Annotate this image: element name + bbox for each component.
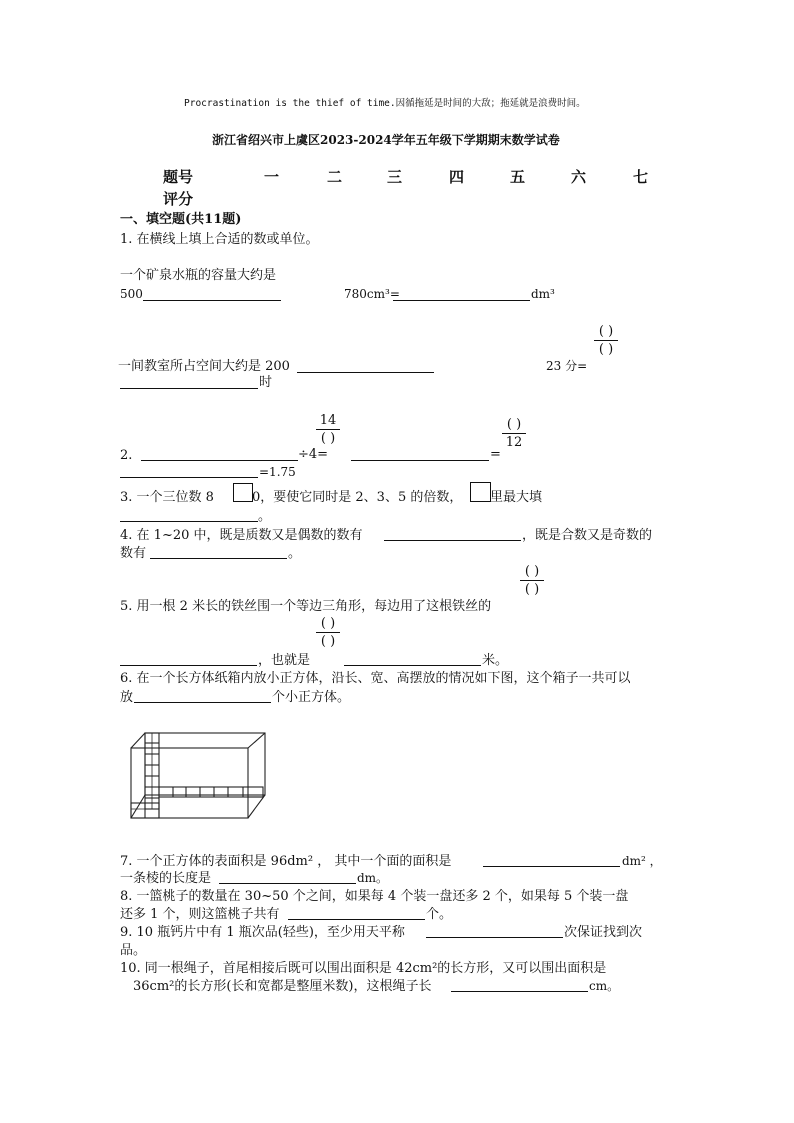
q8-text-b: 还多 1 个，则这篮桃子共有: [120, 907, 280, 922]
q2-fraction-1: [316, 414, 340, 445]
q3-text-a: 3. 一个三位数 8: [120, 490, 214, 505]
q2-fraction-2: [502, 418, 526, 449]
q1-c-blank[interactable]: [297, 372, 434, 373]
q4-blank-2[interactable]: [150, 558, 287, 559]
q1-a-blank[interactable]: [143, 300, 281, 301]
score-table-col-4: 四: [449, 168, 465, 186]
q1-a-text: 一个矿泉水瓶的容量大约是: [120, 268, 277, 283]
fraction-bar: [316, 429, 340, 430]
q1-fraction-numerator: ( ): [598, 324, 614, 339]
q2-fraction-2-denominator: 12: [505, 435, 523, 450]
q5-fraction-2: [316, 617, 340, 648]
q2-blank-3[interactable]: [120, 477, 258, 478]
section-heading: 一、填空题(共11题): [120, 212, 242, 227]
q6-text-b: 放: [120, 690, 134, 705]
page-title: 浙江省绍兴市上虞区2023-2024学年五年级下学期期末数学试卷: [212, 133, 560, 147]
q5-text-a: 5. 用一根 2 米长的铁丝围一个等边三角形，每边用了这根铁丝的: [120, 599, 492, 614]
q8-text-c: 个。: [426, 907, 453, 922]
q3-blank[interactable]: [120, 521, 258, 522]
q1-d-text: 23 分=: [546, 359, 588, 373]
q1-d-blank[interactable]: [120, 388, 258, 389]
q2-fraction-1-denominator: ( ): [320, 431, 336, 446]
q1-d-unit: 时: [259, 375, 273, 390]
q6-box-figure: [126, 725, 272, 821]
fraction-bar: [520, 580, 544, 581]
q3-text-b: 0，要使它同时是 2、3、5 的倍数，: [252, 490, 463, 505]
q8-text-a: 8. 一篮桃子的数量在 30~50 个之间，如果每 4 个装一盘还多 2 个，如果每 5 个装一盘: [120, 889, 629, 904]
score-table-col-5: 五: [510, 168, 526, 186]
q5-blank-2[interactable]: [344, 665, 481, 666]
q6-text-c: 个小正方体。: [272, 690, 351, 705]
q8-blank[interactable]: [288, 919, 425, 920]
score-table-col-3: 三: [387, 168, 403, 186]
q3-text-c: 里最大填: [490, 490, 543, 505]
q1-stem: 1. 在横线上填上合适的数或单位。: [120, 232, 319, 247]
q1-b-blank[interactable]: [393, 300, 530, 301]
q4-text-c: 数有: [120, 546, 147, 561]
q9-text-b: 次保证找到次: [564, 925, 643, 940]
q4-text-b: ，既是合数又是奇数的: [522, 528, 653, 543]
q1-fraction-denominator: ( ): [598, 342, 614, 357]
score-table-row1-label: 题号: [163, 168, 194, 186]
q1-b-unit: dm³: [531, 287, 555, 301]
q2-division: ÷4=: [298, 447, 329, 462]
q1-fraction: [594, 325, 618, 356]
q10-text-a: 10. 同一根绳子，首尾相接后既可以围出面积是 42cm²的长方形，又可以围出面积是: [120, 961, 607, 976]
score-table-col-1: 一: [264, 168, 280, 186]
fraction-bar: [316, 632, 340, 633]
score-table-row2-label: 评分: [163, 190, 194, 208]
q7-unit-a: dm² ，: [622, 854, 662, 868]
q5-fraction-1: [520, 565, 544, 596]
q1-a-value: 500: [120, 287, 143, 301]
q5-text-c: 米。: [482, 653, 509, 668]
q5-blank-1[interactable]: [120, 665, 257, 666]
q7-blank-2[interactable]: [219, 883, 356, 884]
q3-digit-box-ref: [470, 482, 491, 502]
q9-text-c: 品。: [120, 943, 147, 958]
q10-text-c: cm。: [589, 979, 620, 993]
q4-text-a: 4. 在 1~20 中，既是质数又是偶数的数有: [120, 528, 363, 543]
q2-blank-2[interactable]: [351, 460, 489, 461]
q3-end: 。: [258, 509, 272, 524]
q7-unit-b: dm。: [357, 871, 389, 885]
q9-text-a: 9. 10 瓶钙片中有 1 瓶次品(轻些)，至少用天平称: [120, 925, 405, 940]
q1-b-text: 780cm³=: [344, 287, 400, 301]
score-table-col-7: 七: [633, 168, 649, 186]
q2-blank-1[interactable]: [141, 460, 298, 461]
q2-tail: =1.75: [259, 465, 296, 479]
q2-fraction-1-numerator: 14: [319, 413, 337, 428]
fraction-bar: [594, 340, 618, 341]
score-table-col-6: 六: [571, 168, 587, 186]
q7-text-b: 一条棱的长度是: [120, 871, 212, 886]
q6-text-a: 6. 在一个长方体纸箱内放小正方体，沿长、宽、高摆放的情况如下图，这个箱子一共可以: [120, 671, 631, 686]
q5-fraction-1-denominator: ( ): [524, 582, 540, 597]
header-motto: Procrastination is the thief of time.因循拖延是时间的大敌；拖延就是浪费时间。: [184, 98, 586, 109]
q5-fraction-2-denominator: ( ): [320, 634, 336, 649]
q4-end: 。: [288, 546, 302, 561]
q10-blank[interactable]: [451, 991, 588, 992]
q2-equals: =: [490, 447, 501, 462]
q5-text-b: ，也就是: [258, 653, 311, 668]
q7-blank-1[interactable]: [483, 866, 620, 867]
score-table-col-2: 二: [327, 168, 343, 186]
q4-blank-1[interactable]: [384, 540, 521, 541]
q5-fraction-2-numerator: ( ): [320, 616, 336, 631]
fraction-bar: [502, 433, 526, 434]
q1-c-text: 一间教室所占空间大约是 200: [118, 359, 290, 374]
q9-blank[interactable]: [426, 937, 563, 938]
q6-blank[interactable]: [134, 702, 271, 703]
q10-text-b: 36cm²的长方形(长和宽都是整厘米数)，这根绳子长: [133, 979, 432, 994]
q3-digit-box[interactable]: [233, 483, 253, 502]
q7-text-a: 7. 一个正方体的表面积是 96dm² ， 其中一个面的面积是: [120, 854, 452, 869]
q2-fraction-2-numerator: ( ): [506, 417, 522, 432]
q2-number: 2.: [120, 448, 133, 463]
q5-fraction-1-numerator: ( ): [524, 564, 540, 579]
